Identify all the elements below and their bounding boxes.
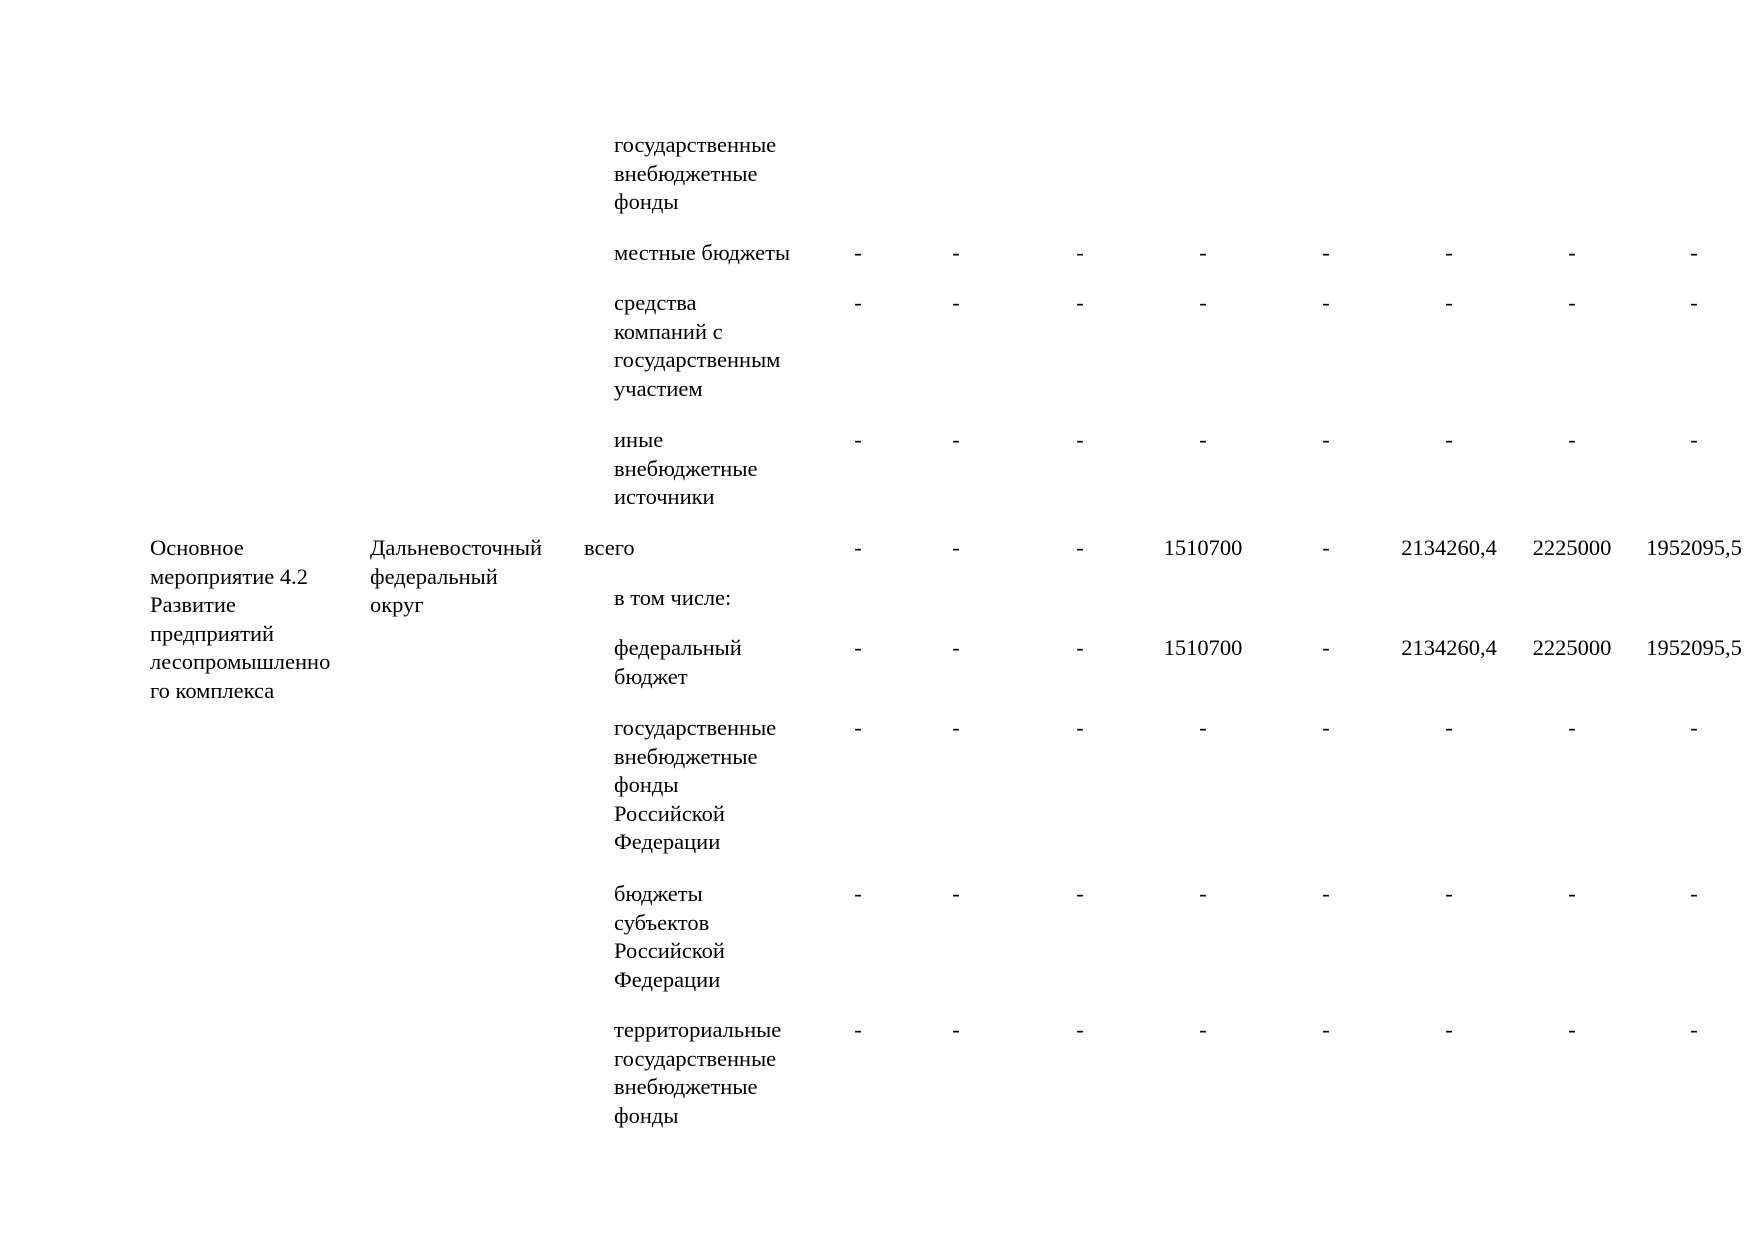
empty-value-cell: - xyxy=(1199,1017,1207,1042)
empty-value-cell: - xyxy=(1322,535,1330,560)
empty-value-cell: - xyxy=(854,1017,862,1042)
empty-value-cell: - xyxy=(854,290,862,315)
empty-value-cell: - xyxy=(1322,427,1330,452)
empty-value-cell: - xyxy=(1568,715,1576,740)
row-label: государственные внебюджетные фонды xyxy=(614,132,777,214)
empty-value-cell: - xyxy=(1322,240,1330,265)
empty-value-cell: - xyxy=(1199,715,1207,740)
empty-value-cell: - xyxy=(952,635,960,660)
empty-value-cell: - xyxy=(1690,1017,1698,1042)
empty-value-cell: - xyxy=(1199,240,1207,265)
empty-value-cell: - xyxy=(1690,715,1698,740)
row-label: всего xyxy=(584,535,635,560)
value-cell: 2225000 xyxy=(1532,535,1612,560)
empty-value-cell: - xyxy=(1076,635,1084,660)
empty-value-cell: - xyxy=(1568,1017,1576,1042)
empty-value-cell: - xyxy=(952,290,960,315)
empty-value-cell: - xyxy=(1076,427,1084,452)
empty-value-cell: - xyxy=(1568,290,1576,315)
value-cell: 1952095,5 xyxy=(1646,535,1742,560)
activity-name: Основное мероприятие 4.2 Развитие предприятий лесопромышленно го комплекса xyxy=(150,535,331,703)
row-label: территориальные государственные внебюджетные фонды xyxy=(614,1017,782,1128)
empty-value-cell: - xyxy=(952,427,960,452)
empty-value-cell: - xyxy=(1199,427,1207,452)
empty-value-cell: - xyxy=(854,881,862,906)
empty-value-cell: - xyxy=(1690,290,1698,315)
value-cell: 2134260,4 xyxy=(1401,535,1497,560)
empty-value-cell: - xyxy=(1076,881,1084,906)
row-label: государственные внебюджетные фонды Российской Федерации xyxy=(614,715,777,854)
empty-value-cell: - xyxy=(952,1017,960,1042)
empty-value-cell: - xyxy=(1690,427,1698,452)
row-label: средства компаний с государственным участием xyxy=(614,290,781,401)
empty-value-cell: - xyxy=(1690,240,1698,265)
empty-value-cell: - xyxy=(1199,881,1207,906)
value-cell: 1510700 xyxy=(1163,535,1243,560)
empty-value-cell: - xyxy=(952,715,960,740)
empty-value-cell: - xyxy=(1322,881,1330,906)
row-label: местные бюджеты xyxy=(614,240,791,265)
empty-value-cell: - xyxy=(952,535,960,560)
empty-value-cell: - xyxy=(1322,290,1330,315)
empty-value-cell: - xyxy=(1568,427,1576,452)
row-label: федеральный бюджет xyxy=(614,635,742,689)
empty-value-cell: - xyxy=(1445,881,1453,906)
empty-value-cell: - xyxy=(952,240,960,265)
empty-value-cell: - xyxy=(854,715,862,740)
empty-value-cell: - xyxy=(1690,881,1698,906)
value-cell: 1952095,5 xyxy=(1646,635,1742,660)
row-label: иные внебюджетные источники xyxy=(614,427,758,509)
row-label: в том числе: xyxy=(614,585,732,610)
empty-value-cell: - xyxy=(1076,1017,1084,1042)
empty-value-cell: - xyxy=(1568,240,1576,265)
empty-value-cell: - xyxy=(1199,290,1207,315)
value-cell: 1510700 xyxy=(1163,635,1243,660)
empty-value-cell: - xyxy=(1445,1017,1453,1042)
empty-value-cell: - xyxy=(1322,715,1330,740)
empty-value-cell: - xyxy=(1076,715,1084,740)
empty-value-cell: - xyxy=(1445,427,1453,452)
empty-value-cell: - xyxy=(1445,240,1453,265)
empty-value-cell: - xyxy=(854,240,862,265)
empty-value-cell: - xyxy=(1076,535,1084,560)
empty-value-cell: - xyxy=(1322,635,1330,660)
empty-value-cell: - xyxy=(952,881,960,906)
region-name: Дальневосточный федеральный округ xyxy=(370,535,543,617)
value-cell: 2134260,4 xyxy=(1401,635,1497,660)
empty-value-cell: - xyxy=(1076,240,1084,265)
empty-value-cell: - xyxy=(854,535,862,560)
empty-value-cell: - xyxy=(854,427,862,452)
empty-value-cell: - xyxy=(854,635,862,660)
empty-value-cell: - xyxy=(1445,715,1453,740)
empty-value-cell: - xyxy=(1322,1017,1330,1042)
empty-value-cell: - xyxy=(1076,290,1084,315)
value-cell: 2225000 xyxy=(1532,635,1612,660)
row-label: бюджеты субъектов Российской Федерации xyxy=(614,881,725,992)
empty-value-cell: - xyxy=(1445,290,1453,315)
empty-value-cell: - xyxy=(1568,881,1576,906)
